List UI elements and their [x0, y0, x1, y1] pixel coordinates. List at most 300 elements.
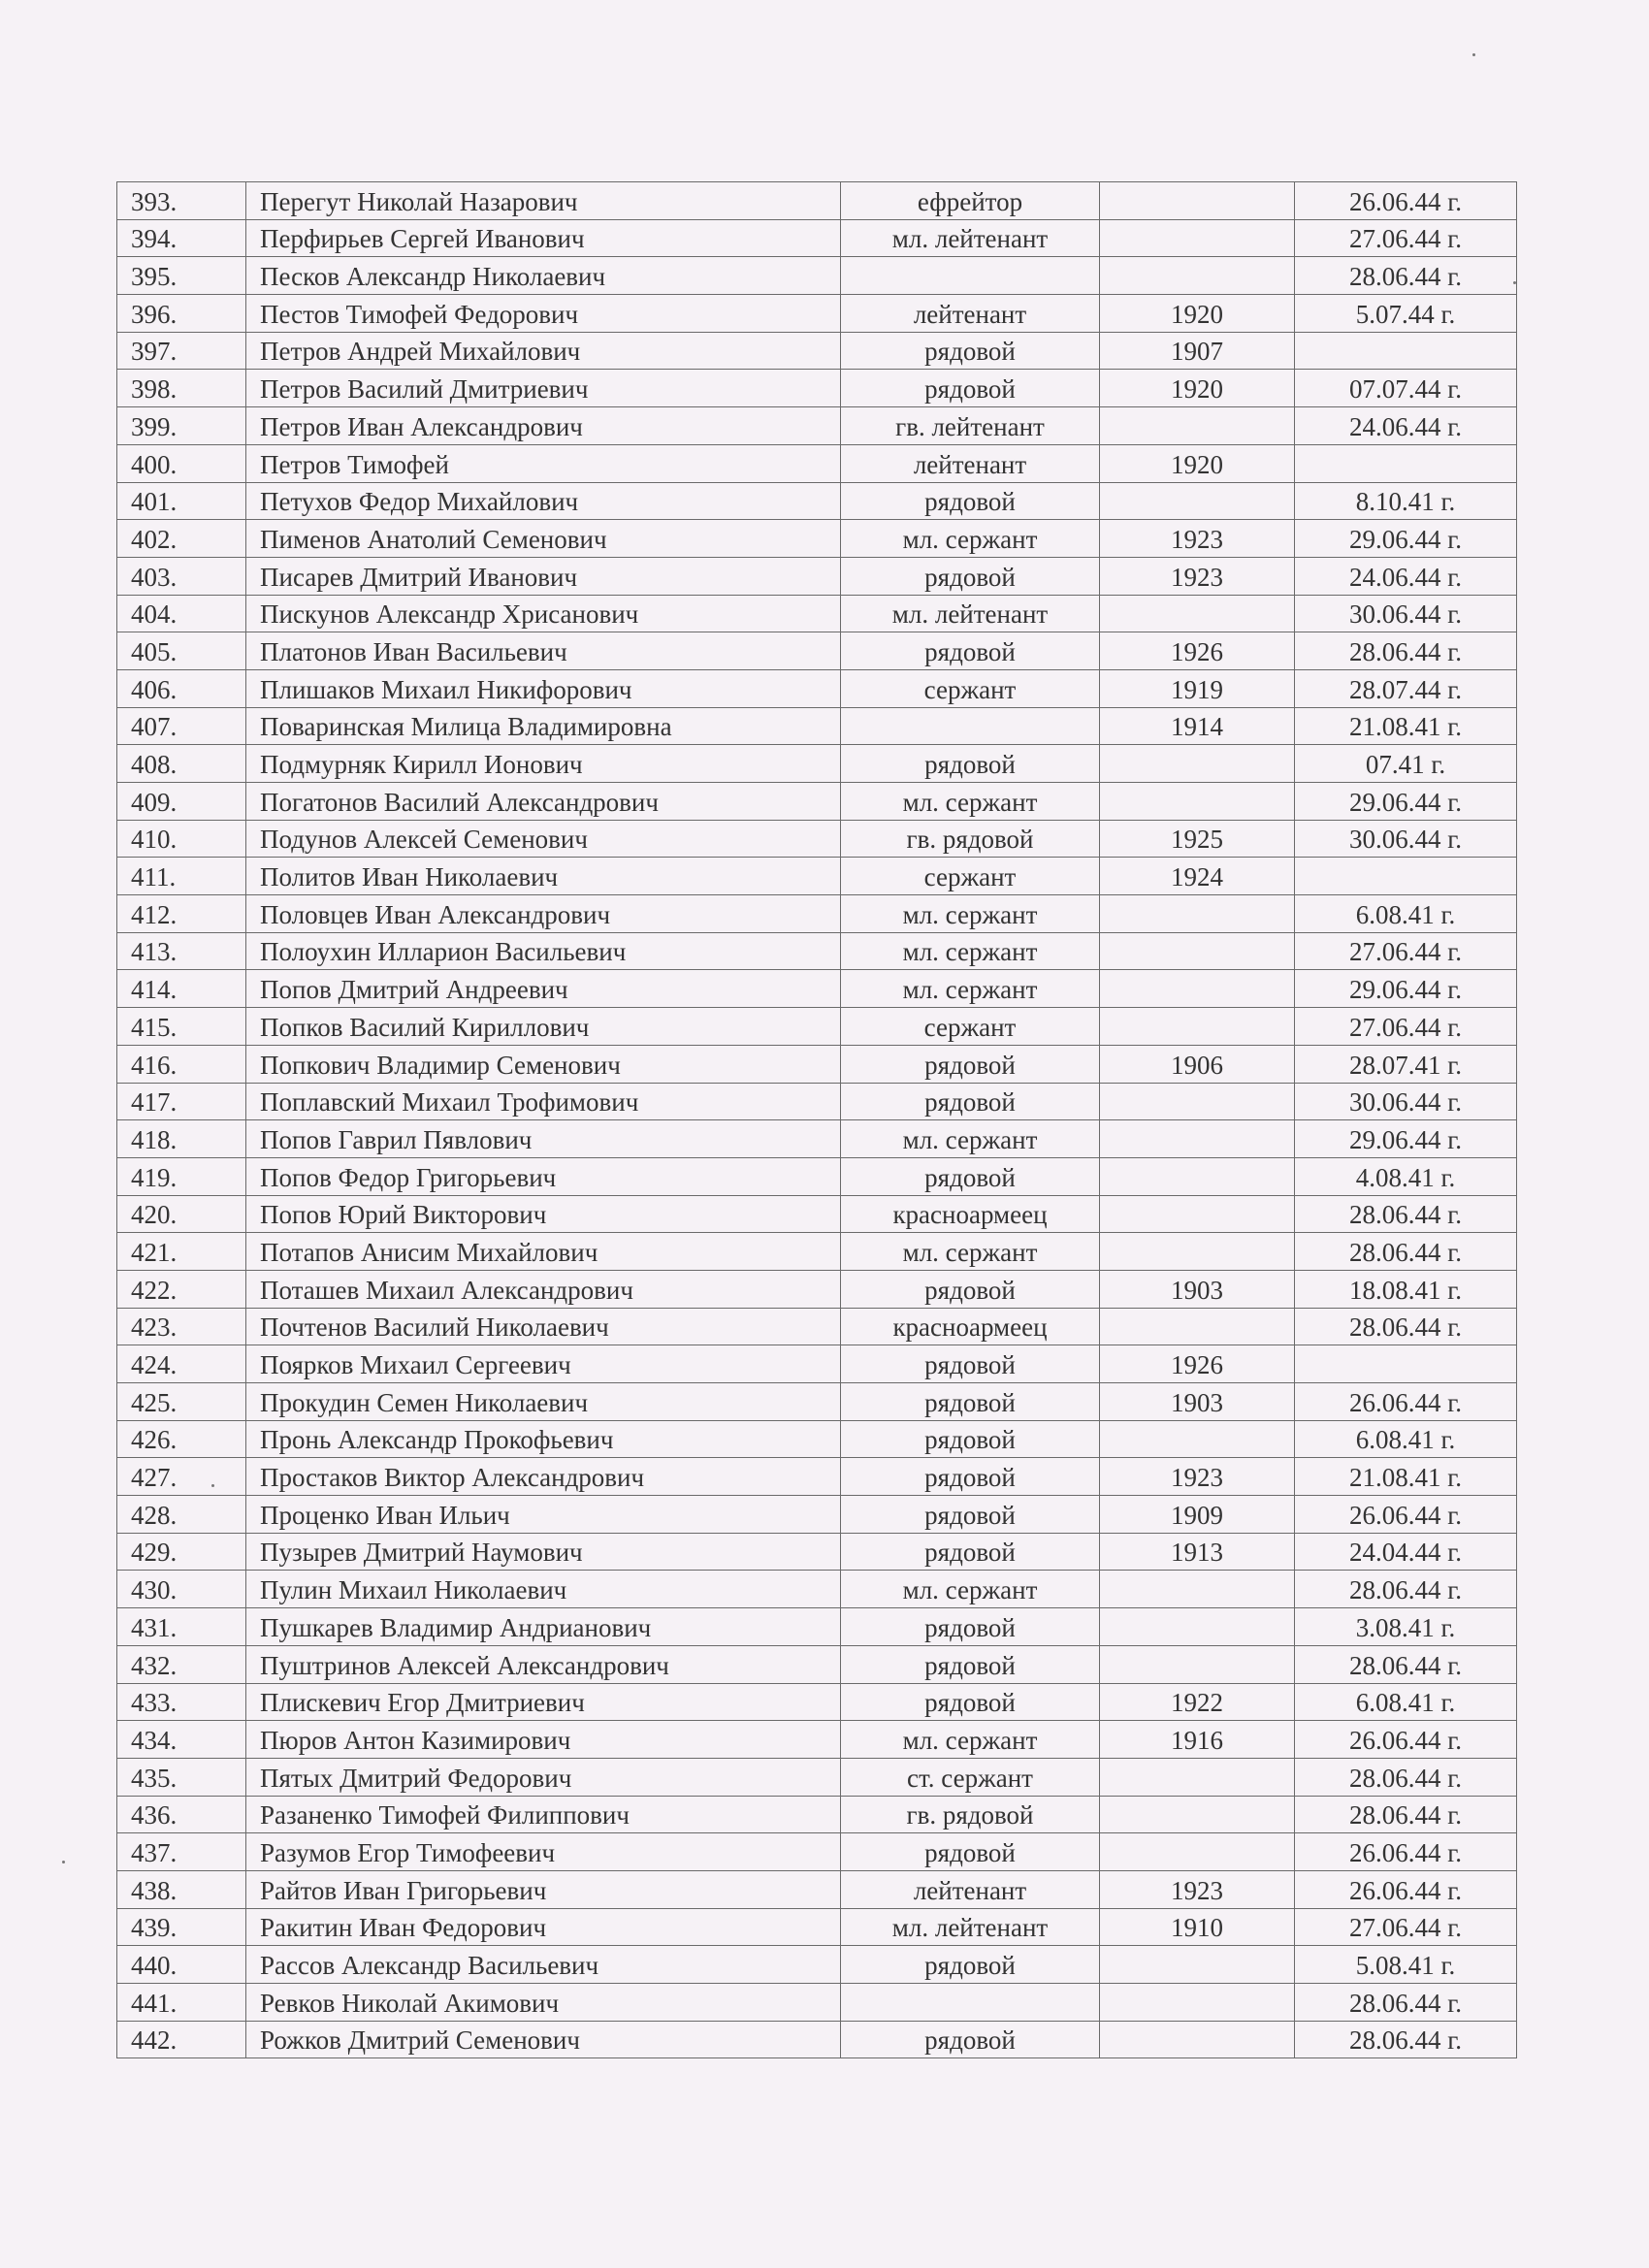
- full-name-cell: [246, 1571, 841, 1608]
- full-name: Попкович Владимир Семенович: [260, 1050, 621, 1080]
- full-name-cell: [246, 295, 841, 333]
- full-name-cell: [246, 1758, 841, 1796]
- date: 6.08.41 г.: [1355, 899, 1456, 929]
- birth-year: 1923: [1171, 1463, 1223, 1493]
- rank: сержант: [923, 1012, 1017, 1042]
- full-name-cell: [246, 1533, 841, 1571]
- birth-year-cell: [1100, 1833, 1295, 1871]
- rank-cell: [841, 1946, 1100, 1984]
- table-row: [117, 1045, 1517, 1083]
- table-row: [117, 820, 1517, 858]
- birth-year-cell: [1100, 1571, 1295, 1608]
- row-number: 440.: [131, 1951, 178, 1980]
- table-row: [117, 932, 1517, 970]
- date-cell: [1295, 932, 1517, 970]
- date: 28.06.44 г.: [1348, 1237, 1463, 1267]
- row-number: 442.: [131, 2025, 178, 2056]
- birth-year-cell: [1100, 1533, 1295, 1571]
- rank-cell: [841, 1721, 1100, 1759]
- table-row: [117, 1383, 1517, 1421]
- full-name-cell: [246, 257, 841, 295]
- table-row: [117, 1758, 1517, 1796]
- full-name: Попов Федор Григорьевич: [260, 1162, 557, 1192]
- full-name: Рассов Александр Васильевич: [260, 1951, 599, 1980]
- full-name-cell: [246, 1008, 841, 1046]
- row-number-cell: [117, 1345, 246, 1383]
- rank-cell: [841, 1195, 1100, 1233]
- rank-cell: [841, 745, 1100, 783]
- rank-cell: [841, 1608, 1100, 1646]
- birth-year-cell: [1100, 932, 1295, 970]
- date: 29.06.44 г.: [1348, 975, 1463, 1005]
- date: 07.07.44 г.: [1348, 374, 1463, 405]
- row-number: 422.: [131, 1275, 178, 1305]
- rank-cell: [841, 595, 1100, 632]
- full-name-cell: [246, 1870, 841, 1908]
- birth-year-cell: [1100, 557, 1295, 595]
- table-row: [117, 1721, 1517, 1759]
- full-name: Поярков Михаил Сергеевич: [260, 1350, 571, 1379]
- full-name-cell: [246, 370, 841, 407]
- full-name-cell: [246, 858, 841, 895]
- full-name: Перегут Николай Назарович: [260, 186, 578, 216]
- full-name: Погатонов Василий Александрович: [260, 787, 659, 817]
- rank: мл. сержант: [902, 1725, 1038, 1755]
- full-name: Плискевич Егор Дмитриевич: [260, 1688, 585, 1718]
- date: 28.06.44 г.: [1348, 1800, 1463, 1831]
- date-cell: [1295, 669, 1517, 707]
- rank: рядовой: [924, 1275, 1016, 1305]
- row-number-cell: [117, 1195, 246, 1233]
- table-row: [117, 1870, 1517, 1908]
- row-number-cell: [117, 1233, 246, 1271]
- rank-cell: [841, 2021, 1100, 2058]
- row-number: 431.: [131, 1612, 178, 1642]
- rank: рядовой: [924, 1050, 1016, 1080]
- full-name: Прокудин Семен Николаевич: [260, 1387, 589, 1417]
- date-cell: [1295, 1008, 1517, 1046]
- row-number-cell: [117, 1157, 246, 1195]
- row-number: 404.: [131, 599, 178, 630]
- date-cell: [1295, 1308, 1517, 1345]
- date: 29.06.44 г.: [1348, 1124, 1463, 1154]
- scan-speck: [1472, 53, 1475, 56]
- rank: рядовой: [924, 1612, 1016, 1642]
- date-cell: [1295, 182, 1517, 220]
- row-number: 424.: [131, 1350, 178, 1379]
- rank-cell: [841, 444, 1100, 482]
- date: 3.08.41 г.: [1355, 1612, 1456, 1642]
- full-name: Петухов Федор Михайлович: [260, 487, 579, 517]
- date-cell: [1295, 520, 1517, 558]
- row-number-cell: [117, 895, 246, 933]
- row-number-cell: [117, 858, 246, 895]
- rank: лейтенант: [913, 1875, 1027, 1905]
- rank-cell: [841, 1758, 1100, 1796]
- date: 21.08.41 г.: [1348, 1463, 1463, 1493]
- rank-cell: [841, 1984, 1100, 2022]
- full-name: Петров Тимофей: [260, 449, 449, 479]
- table-row: [117, 1984, 1517, 2022]
- full-name-cell: [246, 932, 841, 970]
- birth-year: 1903: [1171, 1387, 1223, 1417]
- table-row: [117, 2021, 1517, 2058]
- full-name-cell: [246, 595, 841, 632]
- birth-year-cell: [1100, 1683, 1295, 1721]
- full-name-cell: [246, 407, 841, 445]
- full-name-cell: [246, 1984, 841, 2022]
- rank: рядовой: [924, 562, 1016, 592]
- table-row: [117, 1683, 1517, 1721]
- full-name-cell: [246, 2021, 841, 2058]
- table-body: [117, 182, 1517, 2058]
- birth-year: 1926: [1171, 636, 1223, 666]
- table-row: [117, 1195, 1517, 1233]
- rank-cell: [841, 1571, 1100, 1608]
- table-row: [117, 257, 1517, 295]
- full-name: Пушкарев Владимир Андрианович: [260, 1612, 652, 1642]
- full-name: Плишаков Михаил Никифорович: [260, 674, 632, 704]
- table-row: [117, 407, 1517, 445]
- rank-cell: [841, 632, 1100, 670]
- rank: рядовой: [924, 1463, 1016, 1493]
- rank: рядовой: [924, 750, 1016, 779]
- row-number-cell: [117, 1083, 246, 1120]
- date-cell: [1295, 295, 1517, 333]
- birth-year-cell: [1100, 1345, 1295, 1383]
- table-row: [117, 1270, 1517, 1308]
- birth-year-cell: [1100, 1458, 1295, 1496]
- rank-cell: [841, 1796, 1100, 1833]
- rank: рядовой: [924, 1350, 1016, 1379]
- row-number-cell: [117, 1984, 246, 2022]
- full-name-cell: [246, 1645, 841, 1683]
- rank: рядовой: [924, 487, 1016, 517]
- row-number-cell: [117, 1270, 246, 1308]
- date-cell: [1295, 707, 1517, 745]
- rank-cell: [841, 1383, 1100, 1421]
- full-name-cell: [246, 1045, 841, 1083]
- date-cell: [1295, 820, 1517, 858]
- date-cell: [1295, 745, 1517, 783]
- full-name: Пятых Дмитрий Федорович: [260, 1763, 572, 1793]
- full-name-cell: [246, 1908, 841, 1946]
- birth-year-cell: [1100, 1908, 1295, 1946]
- full-name-cell: [246, 1308, 841, 1345]
- birth-year-cell: [1100, 1758, 1295, 1796]
- birth-year: 1907: [1171, 337, 1223, 367]
- table-row: [117, 1420, 1517, 1458]
- table-row: [117, 970, 1517, 1008]
- row-number: 438.: [131, 1875, 178, 1905]
- row-number-cell: [117, 295, 246, 333]
- row-number-cell: [117, 632, 246, 670]
- date-cell: [1295, 1796, 1517, 1833]
- date-cell: [1295, 1045, 1517, 1083]
- date: 5.07.44 г.: [1355, 299, 1456, 329]
- full-name: Поваринская Милица Владимировна: [260, 712, 672, 742]
- row-number-cell: [117, 444, 246, 482]
- full-name-cell: [246, 1345, 841, 1383]
- rank: гв. рядовой: [906, 1800, 1034, 1831]
- birth-year: 1906: [1171, 1050, 1223, 1080]
- birth-year-cell: [1100, 895, 1295, 933]
- row-number: 441.: [131, 1988, 178, 2018]
- table-row: [117, 1157, 1517, 1195]
- birth-year-cell: [1100, 1383, 1295, 1421]
- table-row: [117, 1345, 1517, 1383]
- table-row: [117, 1233, 1517, 1271]
- full-name: Поплавский Михаил Трофимович: [260, 1087, 639, 1118]
- date: 26.06.44 г.: [1348, 1725, 1463, 1755]
- rank-cell: [841, 858, 1100, 895]
- row-number: 423.: [131, 1312, 178, 1343]
- date: 28.06.44 г.: [1348, 1575, 1463, 1605]
- table-row: [117, 557, 1517, 595]
- row-number-cell: [117, 1383, 246, 1421]
- date-cell: [1295, 370, 1517, 407]
- row-number: 413.: [131, 937, 178, 967]
- row-number-cell: [117, 970, 246, 1008]
- table-row: [117, 1645, 1517, 1683]
- rank: рядовой: [924, 1162, 1016, 1192]
- row-number-cell: [117, 669, 246, 707]
- birth-year: 1926: [1171, 1350, 1223, 1379]
- row-number: 406.: [131, 674, 178, 704]
- table-row: [117, 783, 1517, 821]
- row-number-cell: [117, 1420, 246, 1458]
- birth-year-cell: [1100, 820, 1295, 858]
- birth-year: 1920: [1171, 449, 1223, 479]
- date-cell: [1295, 1758, 1517, 1796]
- date: 18.08.41 г.: [1348, 1275, 1463, 1305]
- table-row: [117, 1608, 1517, 1646]
- rank: лейтенант: [913, 299, 1027, 329]
- birth-year-cell: [1100, 1008, 1295, 1046]
- full-name-cell: [246, 1721, 841, 1759]
- full-name: Попков Василий Кириллович: [260, 1012, 590, 1042]
- full-name: Поташев Михаил Александрович: [260, 1275, 633, 1305]
- rank: рядовой: [924, 337, 1016, 367]
- full-name: Почтенов Василий Николаевич: [260, 1312, 609, 1343]
- full-name-cell: [246, 783, 841, 821]
- personnel-table: [116, 181, 1517, 2058]
- rank-cell: [841, 1683, 1100, 1721]
- rank: мл. сержант: [902, 975, 1038, 1005]
- birth-year: 1923: [1171, 524, 1223, 554]
- table-row: [117, 370, 1517, 407]
- row-number-cell: [117, 1496, 246, 1534]
- birth-year: 1919: [1171, 674, 1223, 704]
- rank: красноармеец: [892, 1312, 1048, 1343]
- full-name-cell: [246, 444, 841, 482]
- table-row: [117, 1008, 1517, 1046]
- row-number-cell: [117, 557, 246, 595]
- rank-cell: [841, 557, 1100, 595]
- full-name-cell: [246, 1458, 841, 1496]
- date-cell: [1295, 1645, 1517, 1683]
- row-number: 412.: [131, 899, 178, 929]
- birth-year-cell: [1100, 1083, 1295, 1120]
- table-row: [117, 482, 1517, 520]
- row-number-cell: [117, 1045, 246, 1083]
- row-number: 396.: [131, 299, 178, 329]
- birth-year-cell: [1100, 295, 1295, 333]
- date-cell: [1295, 1496, 1517, 1534]
- rank-cell: [841, 1496, 1100, 1534]
- date: 26.06.44 г.: [1348, 1837, 1463, 1867]
- row-number: 432.: [131, 1650, 178, 1680]
- rank-cell: [841, 1645, 1100, 1683]
- date: 26.06.44 г.: [1348, 1387, 1463, 1417]
- birth-year-cell: [1100, 1120, 1295, 1158]
- full-name: Пискунов Александр Хрисанович: [260, 599, 639, 630]
- rank-cell: [841, 295, 1100, 333]
- row-number-cell: [117, 1120, 246, 1158]
- birth-year-cell: [1100, 2021, 1295, 2058]
- rank: мл. лейтенант: [891, 1913, 1049, 1943]
- row-number: 434.: [131, 1725, 178, 1755]
- full-name: Попов Дмитрий Андреевич: [260, 975, 568, 1005]
- rank: гв. рядовой: [906, 825, 1034, 855]
- table-row: [117, 1308, 1517, 1345]
- date: 30.06.44 г.: [1348, 825, 1463, 855]
- row-number-cell: [117, 1608, 246, 1646]
- row-number-cell: [117, 407, 246, 445]
- birth-year-cell: [1100, 1496, 1295, 1534]
- full-name: Писарев Дмитрий Иванович: [260, 562, 578, 592]
- birth-year-cell: [1100, 970, 1295, 1008]
- rank-cell: [841, 1308, 1100, 1345]
- full-name: Пузырев Дмитрий Наумович: [260, 1538, 583, 1568]
- row-number: 398.: [131, 374, 178, 405]
- rank-cell: [841, 1533, 1100, 1571]
- full-name: Петров Андрей Михайлович: [260, 337, 581, 367]
- row-number-cell: [117, 2021, 246, 2058]
- table-row: [117, 1083, 1517, 1120]
- birth-year-cell: [1100, 1308, 1295, 1345]
- birth-year-cell: [1100, 1984, 1295, 2022]
- date: 21.08.41 г.: [1348, 712, 1463, 742]
- rank-cell: [841, 895, 1100, 933]
- row-number-cell: [117, 1796, 246, 1833]
- full-name: Попов Юрий Викторович: [260, 1200, 547, 1230]
- birth-year-cell: [1100, 1233, 1295, 1271]
- date-cell: [1295, 444, 1517, 482]
- table-row: [117, 1946, 1517, 1984]
- table-row: [117, 1496, 1517, 1534]
- birth-year: 1920: [1171, 374, 1223, 405]
- date-cell: [1295, 1984, 1517, 2022]
- date-cell: [1295, 1870, 1517, 1908]
- date: 27.06.44 г.: [1348, 224, 1463, 254]
- row-number: 397.: [131, 337, 178, 367]
- date: 24.04.44 г.: [1348, 1538, 1463, 1568]
- row-number-cell: [117, 1721, 246, 1759]
- rank: сержант: [923, 674, 1017, 704]
- scan-speck: [1513, 281, 1516, 284]
- row-number-cell: [117, 707, 246, 745]
- table-row: [117, 1796, 1517, 1833]
- row-number-cell: [117, 1833, 246, 1871]
- birth-year: 1924: [1171, 862, 1223, 892]
- rank-cell: [841, 407, 1100, 445]
- full-name: Пестов Тимофей Федорович: [260, 299, 579, 329]
- row-number: 418.: [131, 1124, 178, 1154]
- full-name-cell: [246, 557, 841, 595]
- rank-cell: [841, 1157, 1100, 1195]
- row-number-cell: [117, 1946, 246, 1984]
- table-row: [117, 595, 1517, 632]
- table-row: [117, 632, 1517, 670]
- scan-speck: [211, 1484, 214, 1487]
- row-number: 416.: [131, 1050, 178, 1080]
- rank: ефрейтор: [917, 186, 1023, 216]
- full-name-cell: [246, 1270, 841, 1308]
- birth-year-cell: [1100, 1645, 1295, 1683]
- date-cell: [1295, 1721, 1517, 1759]
- date-cell: [1295, 1157, 1517, 1195]
- birth-year-cell: [1100, 669, 1295, 707]
- birth-year-cell: [1100, 707, 1295, 745]
- rank-cell: [841, 707, 1100, 745]
- row-number-cell: [117, 482, 246, 520]
- row-number: 394.: [131, 224, 178, 254]
- row-number: 407.: [131, 712, 178, 742]
- date: 24.06.44 г.: [1348, 562, 1463, 592]
- birth-year: 1909: [1171, 1500, 1223, 1530]
- table-row: [117, 1908, 1517, 1946]
- rank: мл. сержант: [902, 937, 1038, 967]
- birth-year-cell: [1100, 595, 1295, 632]
- row-number: 427.: [131, 1463, 178, 1493]
- date-cell: [1295, 1383, 1517, 1421]
- rank: мл. сержант: [902, 899, 1038, 929]
- date: 28.06.44 г.: [1348, 636, 1463, 666]
- rank-cell: [841, 1083, 1100, 1120]
- date-cell: [1295, 557, 1517, 595]
- row-number: 417.: [131, 1087, 178, 1118]
- birth-year-cell: [1100, 1420, 1295, 1458]
- rank-cell: [841, 932, 1100, 970]
- date-cell: [1295, 895, 1517, 933]
- row-number: 400.: [131, 449, 178, 479]
- full-name-cell: [246, 1420, 841, 1458]
- date-cell: [1295, 219, 1517, 257]
- date-cell: [1295, 1683, 1517, 1721]
- rank: красноармеец: [892, 1200, 1048, 1230]
- rank-cell: [841, 1345, 1100, 1383]
- date: 26.06.44 г.: [1348, 1875, 1463, 1905]
- row-number-cell: [117, 182, 246, 220]
- rank-cell: [841, 219, 1100, 257]
- full-name: Разумов Егор Тимофеевич: [260, 1837, 556, 1867]
- table-row: [117, 219, 1517, 257]
- date-cell: [1295, 407, 1517, 445]
- row-number-cell: [117, 820, 246, 858]
- date: 28.06.44 г.: [1348, 1763, 1463, 1793]
- birth-year-cell: [1100, 1270, 1295, 1308]
- full-name: Пюров Антон Казимирович: [260, 1725, 571, 1755]
- row-number: 437.: [131, 1837, 178, 1867]
- rank-cell: [841, 1908, 1100, 1946]
- rank-cell: [841, 482, 1100, 520]
- full-name-cell: [246, 482, 841, 520]
- row-number: 433.: [131, 1688, 178, 1718]
- date: 6.08.41 г.: [1355, 1425, 1456, 1455]
- date-cell: [1295, 1345, 1517, 1383]
- full-name: Простаков Виктор Александрович: [260, 1463, 645, 1493]
